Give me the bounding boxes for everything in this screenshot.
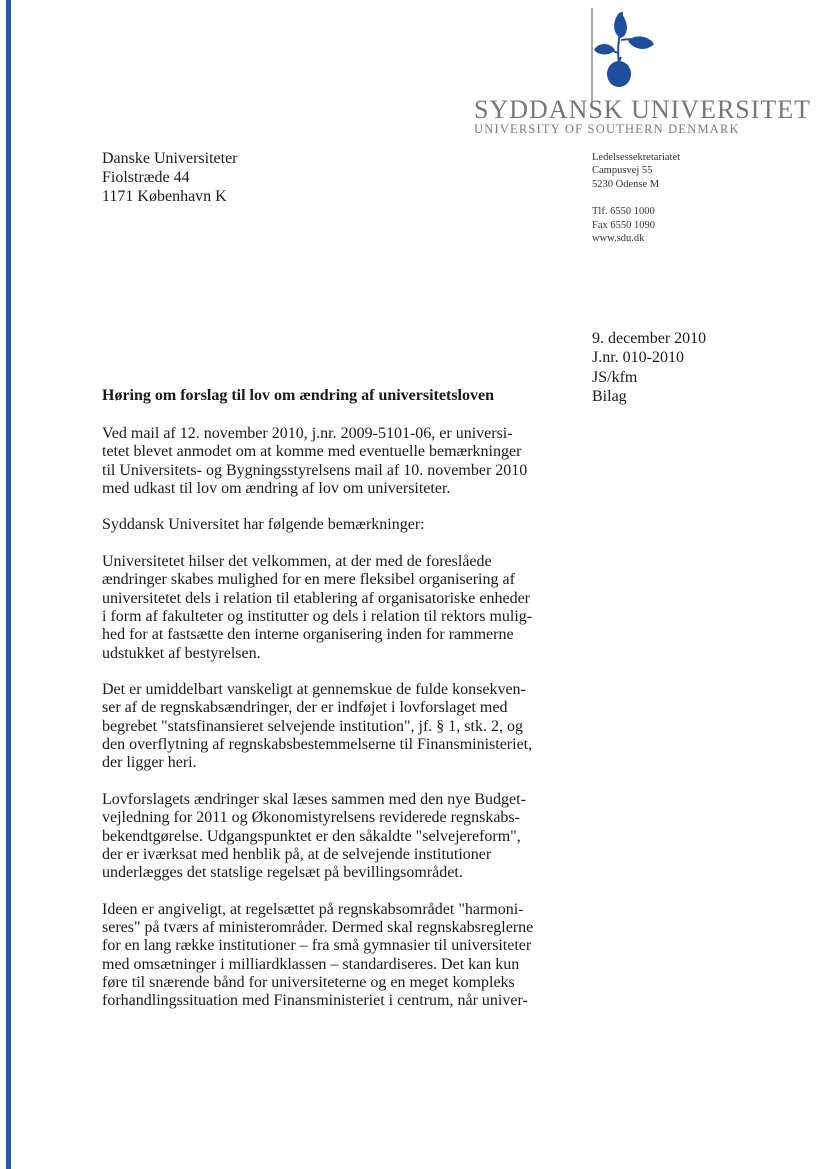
paragraph-line: ser af de regnskabsændringer, der er indføjet i lovforslaget med: [102, 699, 508, 717]
letter-subject: Høring om forslag til lov om ændring af universitetsloven: [102, 387, 494, 404]
paragraph-line: for en lang række institutioner – fra små gymnasier til universiteter: [102, 937, 532, 955]
paragraph-line: tetet blevet anmodet om at komme med eventuelle bemærkninger: [102, 443, 522, 461]
paragraph-line: Ved mail af 12. november 2010, j.nr. 2009-5101-06, er universi-: [102, 425, 513, 442]
sender-website: www.sdu.dk: [592, 233, 645, 245]
body-paragraph: [102, 681, 562, 772]
paragraph-line: forhandlingssituation med Finansministeriet i centrum, når univer-: [102, 992, 528, 1010]
paragraph-line: Det er umiddelbart vanskeligt at gennemskue de fulde konsekven-: [102, 681, 526, 699]
paragraph-line: med omsætninger i milliardklassen – standardiseres. Det kan kun: [102, 955, 520, 973]
body-paragraph: [102, 425, 562, 498]
body-paragraph: [102, 901, 562, 1011]
paragraph-line: til Universitets- og Bygningsstyrelsens mail af 10. november 2010: [102, 461, 528, 479]
letter-body: [102, 425, 562, 1029]
university-name-english: UNIVERSITY OF SOUTHERN DENMARK: [474, 122, 740, 136]
paragraph-line: Ideen er angiveligt, at regelsættet på regnskabsområdet "harmoni-: [102, 900, 524, 918]
paragraph-line: den overflytning af regnskabsbestemmelserne til Finansministeriet,: [102, 736, 533, 754]
sender-line: Campusvej 55: [592, 165, 653, 177]
journal-number: J.nr. 010-2010: [592, 349, 684, 367]
recipient-address: [102, 149, 238, 206]
paragraph-line: føre til snærende bånd for universiteterne og en meget kompleks: [102, 973, 515, 991]
paragraph-line: med udkast til lov om ændring af lov om universiteter.: [102, 479, 451, 497]
body-paragraph: [102, 553, 562, 663]
page-edge-bar: [6, 0, 11, 1169]
sender-line: 5230 Odense M: [592, 178, 660, 190]
recipient-line: Fiolstræde 44: [102, 169, 190, 186]
sender-phone: Tlf. 6550 1000: [592, 206, 655, 218]
paragraph-line: Lovforslagets ændringer skal læses sammen med den nye Budget-: [102, 790, 526, 808]
paragraph-line: bekendtgørelse. Udgangspunktet er den såkaldte "selvejereform",: [102, 827, 521, 845]
paragraph-line: universitetet dels i relation til etablering af organisatoriske enheder: [102, 589, 530, 607]
paragraph-line: seres" på tværs af ministerområder. Dermed skal regnskabsreglerne: [102, 919, 534, 937]
paragraph-line: der er iværksat med henblik på, at de selvejende institutioner: [102, 845, 492, 863]
paragraph-line: udstukket af bestyrelsen.: [102, 644, 261, 662]
paragraph-line: underlægges det statslige regelsæt på bevillingsområdet.: [102, 864, 463, 882]
paragraph-line: Syddansk Universitet har følgende bemærkninger:: [102, 516, 425, 534]
paragraph-line: hed for at fastsætte den interne organisering inden for rammerne: [102, 626, 514, 644]
paragraph-line: ændringer skabes mulighed for en mere fleksibel organisering af: [102, 571, 515, 589]
enclosure: Bilag: [592, 387, 627, 405]
university-logo-icon: [588, 8, 658, 106]
letter-meta: [592, 329, 706, 406]
paragraph-line: vejledning for 2011 og Økonomistyrelsens reviderede regnskabs-: [102, 809, 520, 827]
paragraph-line: i form af fakulteter og institutter og dels i relation til rektors mulig-: [102, 607, 533, 625]
paragraph-line: begrebet "statsfinansieret selvejende institution", jf. § 1, stk. 2, og: [102, 717, 523, 735]
university-name: SYDDANSK UNIVERSITET: [474, 95, 812, 124]
sender-line: Ledelsessekretariatet: [592, 152, 681, 163]
recipient-line: Danske Universiteter: [102, 150, 238, 167]
recipient-line: 1171 København K: [102, 188, 227, 205]
paragraph-line: der ligger heri.: [102, 754, 197, 772]
body-paragraph: [102, 791, 562, 882]
initials: JS/kfm: [592, 368, 638, 386]
letter-date: 9. december 2010: [592, 330, 707, 347]
body-paragraph: [102, 516, 562, 534]
sender-address: [592, 151, 680, 245]
paragraph-line: Universitetet hilser det velkommen, at der med de foreslåede: [102, 553, 492, 571]
sender-fax: Fax 6550 1090: [592, 219, 655, 231]
